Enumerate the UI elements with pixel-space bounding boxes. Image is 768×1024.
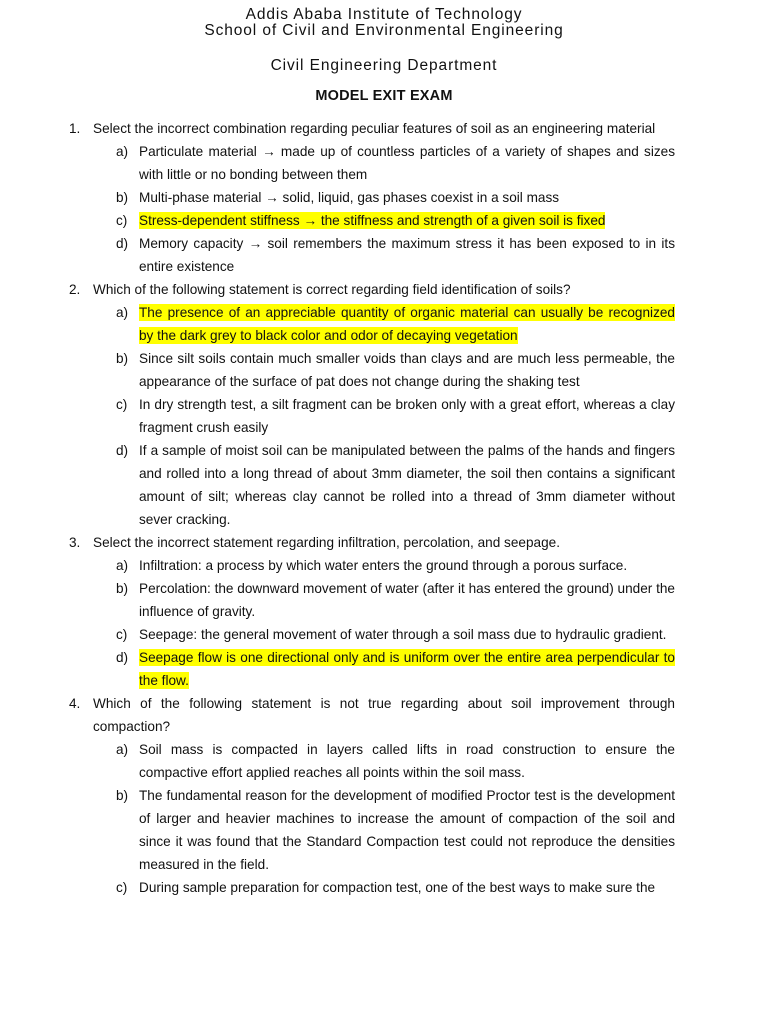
- question-number: 2.: [69, 282, 81, 297]
- question-1: [0, 117, 675, 140]
- question-2: [0, 278, 675, 301]
- option-label: d): [116, 650, 129, 665]
- highlighted-option-text: Stress-dependent stiffness → the stiffness and strength of a given soil is fixed: [139, 213, 606, 228]
- department-name: Civil Engineering Department: [270, 57, 498, 74]
- question-text: Select the incorrect statement regarding infiltration, percolation, and seepage.: [93, 535, 560, 550]
- highlighted-option-text: Seepage flow is one directional only and is uniform over the entire area perpendicular to the flow.: [139, 650, 675, 688]
- option-label: d): [116, 443, 129, 458]
- institution-name: Addis Ababa Institute of Technology: [245, 6, 523, 23]
- option-label: d): [116, 236, 129, 251]
- option-label: a): [116, 305, 129, 320]
- answer-option: [0, 623, 675, 646]
- option-text: Percolation: the downward movement of water (after it has entered the ground) under the influence of gravity.: [139, 581, 675, 619]
- answer-option: [0, 876, 675, 899]
- question-4: [0, 692, 675, 738]
- question-3: [0, 531, 675, 554]
- option-text: If a sample of moist soil can be manipulated between the palms of the hands and fingers and rolled into a long thread of about 3mm diameter, the soil then contains a significant amount of silt; whereas clay cannot be rolled into a thread of 3mm diameter without sever cracking.: [139, 443, 675, 527]
- option-label: b): [116, 788, 129, 803]
- answer-option: [0, 646, 675, 692]
- option-text: Since silt soils contain much smaller voids than clays and are much less permeable, the appearance of the surface of pat does not change during the shaking test: [139, 351, 675, 389]
- option-text: The fundamental reason for the development of modified Proctor test is the development of larger and heavier machines to increase the amount of compaction of the soil and since it was found that the Standard Compaction test could not reproduce the densities measured in the field.: [139, 788, 675, 872]
- option-text: Soil mass is compacted in layers called lifts in road construction to ensure the compactive effort applied reaches all points within the soil mass.: [139, 742, 675, 780]
- option-label: b): [116, 581, 129, 596]
- option-label: c): [116, 397, 128, 412]
- answer-option: [0, 577, 675, 623]
- answer-option: [0, 784, 675, 876]
- option-label: c): [116, 880, 128, 895]
- answer-option: [0, 554, 675, 577]
- option-label: c): [116, 213, 128, 228]
- question-number: 3.: [69, 535, 81, 550]
- question-text: Select the incorrect combination regarding peculiar features of soil as an engineering material: [93, 121, 656, 136]
- option-label: a): [116, 558, 129, 573]
- question-text: Which of the following statement is not true regarding about soil improvement through compaction?: [93, 696, 675, 734]
- option-label: b): [116, 190, 129, 205]
- answer-option: [0, 209, 675, 232]
- question-number: 4.: [69, 696, 81, 711]
- option-text: During sample preparation for compaction test, one of the best ways to make sure the: [139, 880, 656, 895]
- option-text: In dry strength test, a silt fragment can be broken only with a great effort, whereas a clay fragment crush easily: [139, 397, 675, 435]
- question-list: [0, 117, 768, 899]
- option-label: b): [116, 351, 129, 366]
- question-text: Which of the following statement is correct regarding field identification of soils?: [93, 282, 571, 297]
- school-name: School of Civil and Environmental Engineering: [204, 22, 564, 39]
- question-number: 1.: [69, 121, 81, 136]
- option-label: a): [116, 742, 129, 757]
- answer-option: [0, 186, 675, 209]
- option-text: Memory capacity → soil remembers the maximum stress it has been exposed to in its entire existence: [139, 236, 675, 274]
- answer-option: [0, 232, 675, 278]
- answer-option: [0, 439, 675, 531]
- option-label: c): [116, 627, 128, 642]
- answer-option: [0, 738, 675, 784]
- option-text: Seepage: the general movement of water through a soil mass due to hydraulic gradient.: [139, 627, 667, 642]
- answer-option: [0, 140, 675, 186]
- option-text: Infiltration: a process by which water enters the ground through a porous surface.: [139, 558, 628, 573]
- answer-option: [0, 347, 675, 393]
- option-label: a): [116, 144, 129, 159]
- highlighted-option-text: The presence of an appreciable quantity of organic material can usually be recognized by the dark grey to black color and odor of decaying vegetation: [139, 305, 675, 343]
- answer-option: [0, 393, 675, 439]
- option-text: Particulate material → made up of countless particles of a variety of shapes and sizes with little or no bonding between them: [139, 144, 675, 182]
- exam-title: MODEL EXIT EXAM: [315, 88, 453, 104]
- answer-option: [0, 301, 675, 347]
- option-text: Multi-phase material → solid, liquid, gas phases coexist in a soil mass: [139, 190, 560, 205]
